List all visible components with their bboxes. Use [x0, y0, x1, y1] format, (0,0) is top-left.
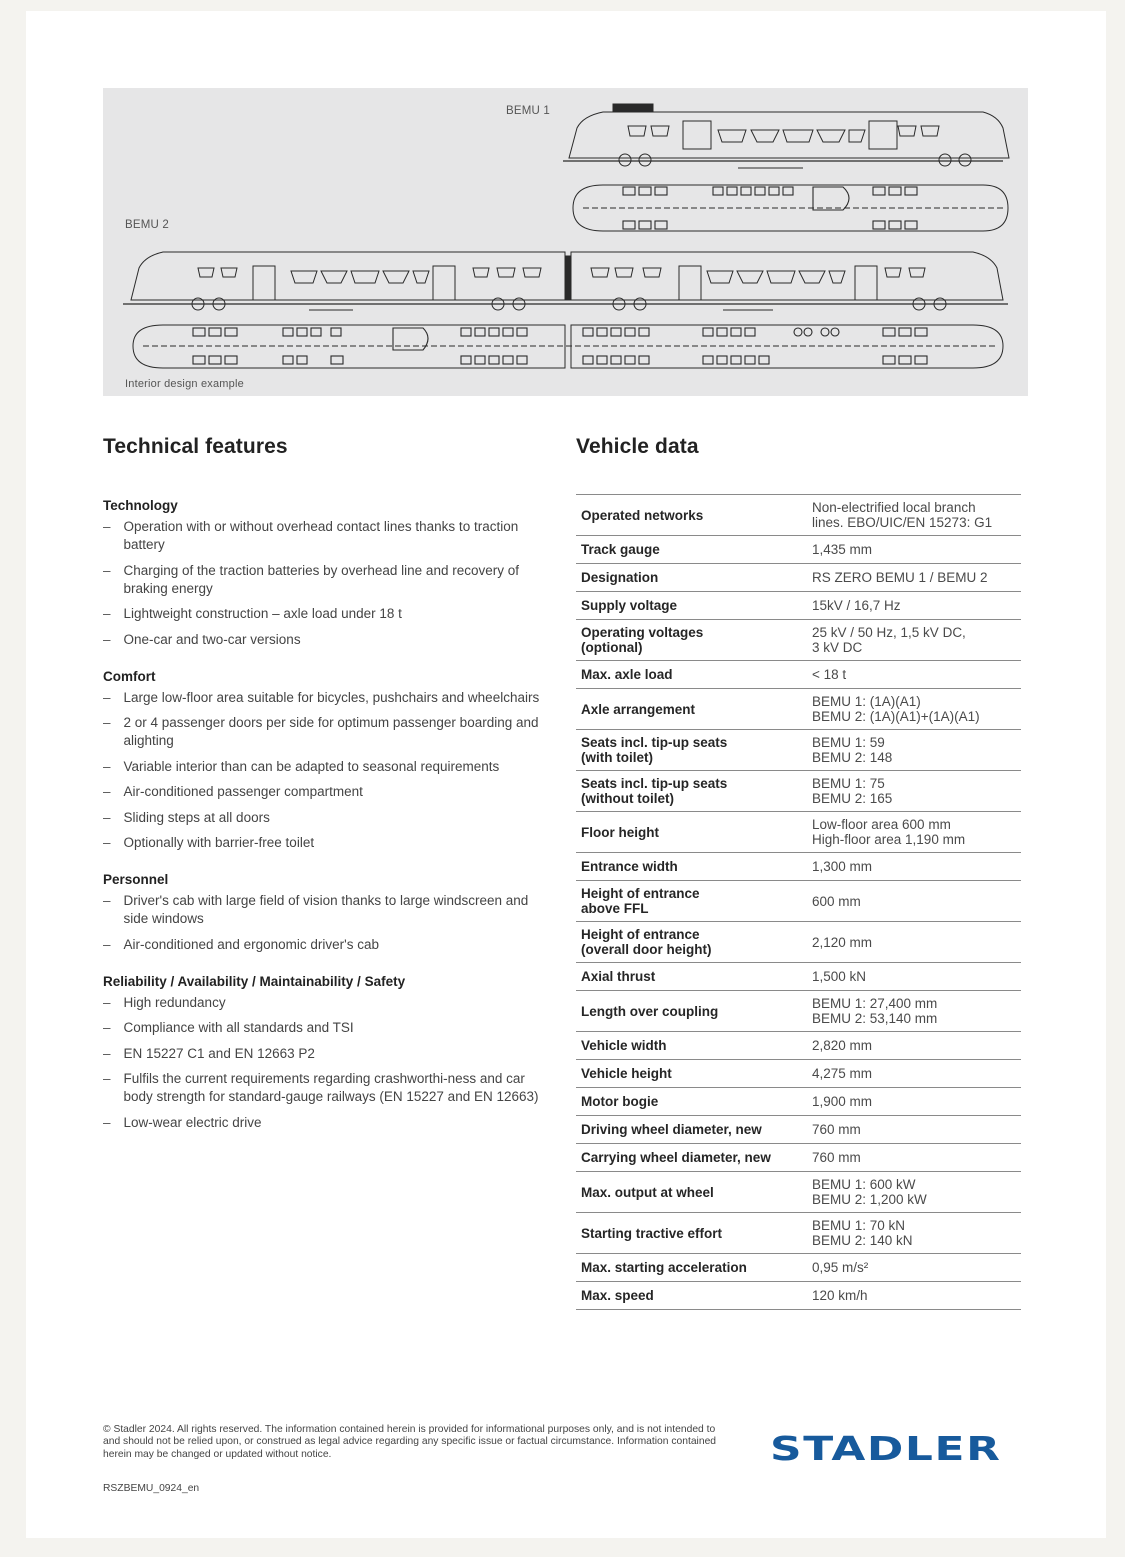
- table-row: [576, 620, 1021, 661]
- row-value: [806, 963, 1021, 991]
- feature-group-heading: Personnel: [103, 872, 169, 887]
- document-code: RSZBEMU_0924_en: [103, 1483, 200, 1494]
- row-label: [576, 495, 806, 536]
- table-row: [576, 1144, 1021, 1172]
- feature-text: Air-conditioned passenger compartment: [123, 784, 363, 799]
- row-label-line: Seats incl. tip-up seats: [581, 735, 728, 750]
- bemu1-label: BEMU 1: [506, 105, 551, 117]
- table-row: [576, 1032, 1021, 1060]
- row-value: [806, 1282, 1021, 1310]
- table-row: [576, 991, 1021, 1032]
- feature-item: [103, 834, 543, 852]
- row-label: [576, 1060, 806, 1088]
- row-label-line: Max. output at wheel: [581, 1184, 714, 1200]
- bemu2-label: BEMU 2: [125, 219, 170, 231]
- dash-bullet-icon: –: [103, 1071, 111, 1086]
- feature-item: [103, 994, 543, 1012]
- row-value: [806, 812, 1021, 853]
- row-value-line: BEMU 1: 27,400 mm: [812, 996, 938, 1011]
- row-label: [576, 853, 806, 881]
- feature-item: [103, 1045, 543, 1063]
- row-value: [806, 661, 1021, 689]
- dash-bullet-icon: –: [103, 606, 111, 621]
- dash-bullet-icon: –: [103, 758, 111, 774]
- row-label: [576, 1088, 806, 1116]
- dash-bullet-icon: –: [103, 1114, 111, 1130]
- row-label-line: Seats incl. tip-up seats: [581, 776, 728, 791]
- feature-item: [103, 1114, 543, 1132]
- technical-features-title: Technical features: [103, 435, 288, 458]
- dash-bullet-icon: –: [103, 1020, 111, 1035]
- feature-group: [103, 974, 543, 1132]
- technical-features-list: [103, 498, 543, 1152]
- feature-item: [103, 936, 543, 954]
- feature-text: One-car and two-car versions: [123, 631, 301, 647]
- feature-text: Compliance with all standards and TSI: [123, 1020, 354, 1035]
- row-value-line: BEMU 2: 165: [812, 791, 893, 806]
- diagram-caption: Interior design example: [125, 378, 244, 390]
- row-value-line: 760 mm: [812, 1122, 861, 1137]
- row-label-line: Axial thrust: [581, 969, 656, 984]
- feature-item: [103, 892, 543, 928]
- row-value: [806, 536, 1021, 564]
- row-label-line: Supply voltage: [581, 598, 678, 613]
- footer-disclaimer: © Stadler 2024. All rights reserved. The information contained herein is provided for informational purposes only, and is not intended to and should not be relied upon, or construed as legal advice regarding any specific issue or factual circumstance. Information contained herein may be changed or updated without notice.: [103, 1424, 717, 1460]
- feature-text: Operation with or without overhead contact lines thanks to traction battery: [123, 519, 519, 552]
- row-label: [576, 1116, 806, 1144]
- dash-bullet-icon: –: [103, 562, 111, 578]
- row-label-line: Height of entrance: [581, 927, 700, 942]
- row-value: [806, 730, 1021, 771]
- row-label-line: Driving wheel diameter, new: [581, 1122, 762, 1137]
- dash-bullet-icon: –: [103, 631, 111, 647]
- row-label-line: Vehicle width: [581, 1038, 667, 1053]
- row-label: [576, 1144, 806, 1172]
- table-row: [576, 812, 1021, 853]
- feature-text: High redundancy: [123, 994, 226, 1010]
- row-value: [806, 881, 1021, 922]
- feature-item: [103, 689, 543, 707]
- row-value-line: Low-floor area 600 mm: [812, 817, 951, 832]
- row-label: [576, 730, 806, 771]
- dash-bullet-icon: –: [103, 689, 111, 705]
- feature-item: [103, 758, 543, 776]
- table-row: [576, 1254, 1021, 1282]
- dash-bullet-icon: –: [103, 809, 111, 825]
- row-value-line: 1,435 mm: [812, 542, 873, 557]
- table-row: [576, 922, 1021, 963]
- train-drawing-icon: [103, 88, 1028, 396]
- row-value-line: 0,95 m/s²: [812, 1260, 869, 1275]
- table-row: [576, 1088, 1021, 1116]
- row-value-line: High-floor area 1,190 mm: [812, 832, 966, 847]
- row-label-line: Length over coupling: [581, 1003, 719, 1019]
- dash-bullet-icon: –: [103, 835, 111, 850]
- feature-item: [103, 518, 543, 554]
- row-value-line: 1,300 mm: [812, 859, 873, 874]
- dash-bullet-icon: –: [103, 893, 111, 908]
- row-label: [576, 881, 806, 922]
- feature-text: Air-conditioned and ergonomic driver's cab: [123, 936, 379, 952]
- row-value-line: BEMU 2: 53,140 mm: [812, 1011, 938, 1026]
- row-value: [806, 991, 1021, 1032]
- table-row: [576, 1172, 1021, 1213]
- row-label-line: Max. starting acceleration: [581, 1260, 747, 1275]
- feature-text: Fulfils the current requirements regarding crashworthi-ness and car body strength for standard-gauge railways (EN 15227 and EN 12663): [123, 1071, 539, 1104]
- row-label: [576, 620, 806, 661]
- row-label-line: Motor bogie: [581, 1094, 659, 1109]
- row-value: [806, 564, 1021, 592]
- row-label: [576, 963, 806, 991]
- table-row: [576, 536, 1021, 564]
- table-row: [576, 1213, 1021, 1254]
- table-row: [576, 495, 1021, 536]
- row-value-line: BEMU 1: 70 kN: [812, 1218, 906, 1233]
- row-value: [806, 1032, 1021, 1060]
- table-row: [576, 881, 1021, 922]
- dash-bullet-icon: –: [103, 1045, 111, 1061]
- table-row: [576, 853, 1021, 881]
- row-value-line: 25 kV / 50 Hz, 1,5 kV DC,: [812, 625, 966, 640]
- feature-group-heading: Comfort: [103, 668, 156, 684]
- row-value-line: 1,500 kN: [812, 969, 867, 984]
- feature-group-heading: Technology: [103, 498, 178, 513]
- feature-item: [103, 783, 543, 801]
- row-label-line: (with toilet): [581, 750, 653, 765]
- row-value: [806, 1116, 1021, 1144]
- row-value: [806, 1060, 1021, 1088]
- row-label-line: Operating voltages: [581, 625, 704, 640]
- row-value-line: BEMU 2: (1A)(A1)+(1A)(A1): [812, 709, 980, 724]
- row-label-line: Designation: [581, 570, 659, 585]
- dash-bullet-icon: –: [103, 784, 111, 799]
- feature-group: [103, 498, 543, 649]
- table-row: [576, 963, 1021, 991]
- row-label: [576, 564, 806, 592]
- row-value-line: 600 mm: [812, 893, 861, 909]
- table-row: [576, 689, 1021, 730]
- dash-bullet-icon: –: [103, 994, 111, 1010]
- row-label-line: Starting tractive effort: [581, 1225, 723, 1241]
- row-value-line: < 18 t: [812, 667, 847, 682]
- table-row: [576, 1060, 1021, 1088]
- row-label-line: Max. axle load: [581, 667, 673, 682]
- row-value-line: 4,275 mm: [812, 1066, 873, 1081]
- row-label: [576, 661, 806, 689]
- vehicle-data-table: [576, 494, 1021, 1310]
- train-diagram: [103, 88, 1028, 396]
- row-value-line: BEMU 1: 75: [812, 776, 885, 791]
- row-value-line: BEMU 2: 140 kN: [812, 1233, 913, 1248]
- row-label-line: Track gauge: [581, 542, 660, 557]
- datasheet-page: [26, 11, 1106, 1538]
- row-label: [576, 689, 806, 730]
- row-value: [806, 853, 1021, 881]
- row-value-line: lines. EBO/UIC/EN 15273: G1: [812, 515, 993, 530]
- row-label-line: Floor height: [581, 824, 659, 840]
- feature-item: [103, 1019, 543, 1037]
- row-label: [576, 922, 806, 963]
- row-value: [806, 689, 1021, 730]
- row-value: [806, 1213, 1021, 1254]
- feature-text: Sliding steps at all doors: [123, 809, 270, 825]
- feature-text: Variable interior than can be adapted to seasonal requirements: [123, 758, 500, 774]
- row-label: [576, 536, 806, 564]
- row-label: [576, 1213, 806, 1254]
- row-value: [806, 1172, 1021, 1213]
- vehicle-data-title: Vehicle data: [576, 435, 699, 458]
- feature-text: 2 or 4 passenger doors per side for optimum passenger boarding and alighting: [123, 715, 539, 748]
- feature-item: [103, 562, 543, 598]
- row-label-line: (optional): [581, 640, 643, 655]
- feature-text: Large low-floor area suitable for bicycles, pushchairs and wheelchairs: [123, 689, 540, 705]
- row-value: [806, 1254, 1021, 1282]
- table-row: [576, 661, 1021, 689]
- row-label-line: Vehicle height: [581, 1066, 672, 1081]
- feature-text: Lightweight construction – axle load under 18 t: [123, 606, 402, 621]
- row-label: [576, 812, 806, 853]
- row-value-line: BEMU 1: 600 kW: [812, 1177, 916, 1192]
- table-row: [576, 771, 1021, 812]
- table-row: [576, 592, 1021, 620]
- feature-item: [103, 714, 543, 750]
- row-value: [806, 922, 1021, 963]
- row-label-line: Max. speed: [581, 1288, 654, 1303]
- row-value-line: 120 km/h: [812, 1288, 868, 1303]
- feature-group: [103, 669, 543, 853]
- row-label: [576, 1254, 806, 1282]
- feature-group-heading: Reliability / Availability / Maintainability / Safety: [103, 973, 406, 989]
- row-value-line: BEMU 2: 1,200 kW: [812, 1192, 927, 1207]
- table-row: [576, 1116, 1021, 1144]
- row-value-line: BEMU 1: 59: [812, 735, 885, 750]
- row-value-line: 2,120 mm: [812, 934, 873, 950]
- row-value-line: 3 kV DC: [812, 640, 863, 655]
- row-label-line: above FFL: [581, 901, 649, 916]
- row-label-line: Carrying wheel diameter, new: [581, 1150, 771, 1165]
- feature-text: EN 15227 C1 and EN 12663 P2: [123, 1045, 315, 1061]
- row-value-line: 1,900 mm: [812, 1094, 873, 1109]
- row-label: [576, 592, 806, 620]
- row-label: [576, 991, 806, 1032]
- row-value-line: 2,820 mm: [812, 1038, 873, 1053]
- row-value-line: Non-electrified local branch: [812, 500, 976, 515]
- feature-text: Driver's cab with large field of vision thanks to large windscreen and side windows: [123, 893, 529, 926]
- feature-item: [103, 605, 543, 623]
- dash-bullet-icon: –: [103, 519, 111, 534]
- row-label-line: Entrance width: [581, 859, 678, 874]
- row-label-line: Height of entrance: [581, 886, 700, 901]
- row-value-line: 760 mm: [812, 1150, 861, 1165]
- row-label: [576, 771, 806, 812]
- feature-text: Optionally with barrier-free toilet: [123, 835, 315, 850]
- row-label-line: (without toilet): [581, 791, 674, 806]
- table-row: [576, 564, 1021, 592]
- row-value: [806, 771, 1021, 812]
- feature-group: [103, 872, 543, 954]
- dash-bullet-icon: –: [103, 715, 111, 730]
- feature-text: Low-wear electric drive: [123, 1114, 262, 1130]
- table-row: [576, 730, 1021, 771]
- row-label-line: Operated networks: [581, 507, 704, 523]
- row-value-line: BEMU 2: 148: [812, 750, 893, 765]
- feature-text: Charging of the traction batteries by overhead line and recovery of braking energy: [123, 562, 519, 596]
- feature-item: [103, 809, 543, 827]
- row-value-line: RS ZERO BEMU 1 / BEMU 2: [812, 570, 988, 585]
- feature-item: [103, 631, 543, 649]
- row-value: [806, 592, 1021, 620]
- table-row: [576, 1282, 1021, 1310]
- row-label-line: (overall door height): [581, 942, 712, 957]
- row-value: [806, 620, 1021, 661]
- row-value: [806, 1144, 1021, 1172]
- row-label: [576, 1172, 806, 1213]
- row-value-line: 15kV / 16,7 Hz: [812, 598, 901, 613]
- stadler-logo: STADLER: [770, 1429, 1002, 1468]
- row-value-line: BEMU 1: (1A)(A1): [812, 694, 921, 709]
- feature-item: [103, 1070, 543, 1106]
- row-label-line: Axle arrangement: [581, 701, 696, 717]
- row-value: [806, 495, 1021, 536]
- dash-bullet-icon: –: [103, 936, 111, 952]
- row-label: [576, 1032, 806, 1060]
- row-value: [806, 1088, 1021, 1116]
- row-label: [576, 1282, 806, 1310]
